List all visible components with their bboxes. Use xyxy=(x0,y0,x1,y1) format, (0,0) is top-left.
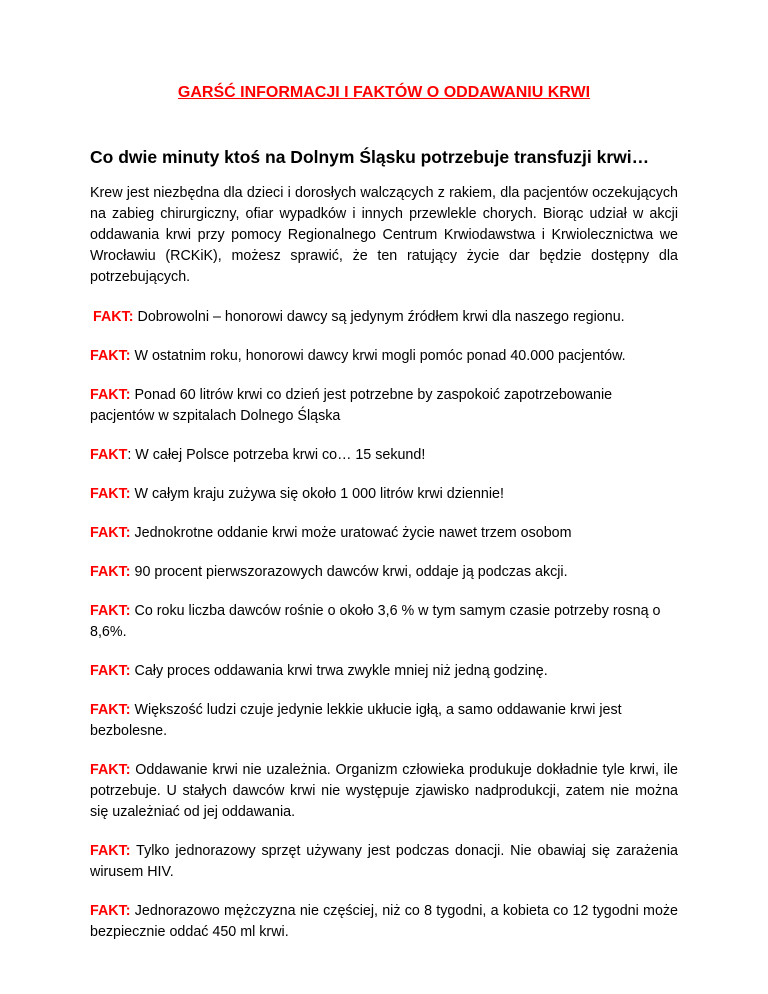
fact-item xyxy=(90,841,678,883)
fact-text: Jednokrotne oddanie krwi może uratować życie nawet trzem osobom xyxy=(130,525,572,541)
fact-item xyxy=(90,385,678,427)
document-title: GARŚĆ INFORMACJI I FAKTÓW O ODDAWANIU KRWI xyxy=(177,84,591,101)
document-body xyxy=(90,183,678,961)
fact-item xyxy=(90,760,678,823)
fact-item xyxy=(90,700,678,742)
fact-item xyxy=(90,562,678,583)
fact-item xyxy=(90,601,678,643)
fact-label: FAKT: xyxy=(90,663,131,679)
fact-label: FAKT: xyxy=(93,309,134,325)
fact-label: FAKT: xyxy=(90,603,131,619)
fact-text: Cały proces oddawania krwi trwa zwykle mniej niż jedną godzinę. xyxy=(130,663,548,679)
fact-label: FAKT: xyxy=(90,387,131,403)
fact-text: Jednorazowo mężczyzna nie częściej, niż co 8 tygodni, a kobieta co 12 tygodni może bezpiecznie oddać 450 ml krwi. xyxy=(90,903,678,940)
fact-text: Dobrowolni – honorowi dawcy są jedynym źródłem krwi dla naszego regionu. xyxy=(133,309,625,325)
fact-label: FAKT: xyxy=(90,486,131,502)
fact-label: FAKT: xyxy=(90,348,131,364)
fact-text: Co roku liczba dawców rośnie o około 3,6 % w tym samym czasie potrzeby rosną o 8,6%. xyxy=(90,603,661,640)
fact-item xyxy=(90,445,678,466)
fact-text: Tylko jednorazowy sprzęt używany jest podczas donacji. Nie obawiaj się zarażenia wirusem HIV. xyxy=(90,843,678,880)
fact-item xyxy=(90,346,678,367)
intro-paragraph: Krew jest niezbędna dla dzieci i dorosłych walczących z rakiem, dla pacjentów oczekujących na zabieg chirurgiczny, ofiar wypadków i innych przewlekle chorych. Biorąc udział w akcji oddawania krwi przy pomocy Regionalnego Centrum Krwiodawstwa i Krwiolecznictwa we Wrocławiu (RCKiK), możesz sprawić, że ten ratujący życie dar będzie dostępny dla potrzebujących. xyxy=(90,185,678,285)
document-subtitle: Co dwie minuty ktoś na Dolnym Śląsku potrzebuje transfuzji krwi… xyxy=(90,147,650,167)
fact-label: FAKT: xyxy=(90,702,131,718)
fact-text: 90 procent pierwszorazowych dawców krwi, oddaje ją podczas akcji. xyxy=(130,564,568,580)
fact-label: FAKT: xyxy=(90,564,131,580)
fact-label: FAKT: xyxy=(90,525,131,541)
fact-item xyxy=(90,523,678,544)
fact-label: FAKT: xyxy=(90,762,131,778)
fact-text: W ostatnim roku, honorowi dawcy krwi mogli pomóc ponad 40.000 pacjentów. xyxy=(130,348,626,364)
fact-item xyxy=(90,901,678,943)
fact-item xyxy=(90,307,678,328)
fact-item xyxy=(90,484,678,505)
fact-item xyxy=(90,661,678,682)
fact-label: FAKT: xyxy=(90,843,131,859)
fact-text: Ponad 60 litrów krwi co dzień jest potrzebne by zaspokoić zapotrzebowanie pacjentów w szpitalach Dolnego Śląska xyxy=(90,387,613,424)
fact-text: Oddawanie krwi nie uzależnia. Organizm człowieka produkuje dokładnie tyle krwi, ile potrzebuje. U stałych dawców krwi nie występuje zjawisko nadprodukcji, zatem nie można się uzależniać od jej oddawania. xyxy=(90,762,678,820)
fact-text: Większość ludzi czuje jedynie lekkie ukłucie igłą, a samo oddawanie krwi jest bezbolesne. xyxy=(90,702,622,739)
fact-text: : W całej Polsce potrzeba krwi co… 15 sekund! xyxy=(127,447,426,463)
fact-text: W całym kraju zużywa się około 1 000 litrów krwi dziennie! xyxy=(130,486,504,502)
fact-label: FAKT xyxy=(90,447,128,463)
fact-label: FAKT: xyxy=(90,903,131,919)
